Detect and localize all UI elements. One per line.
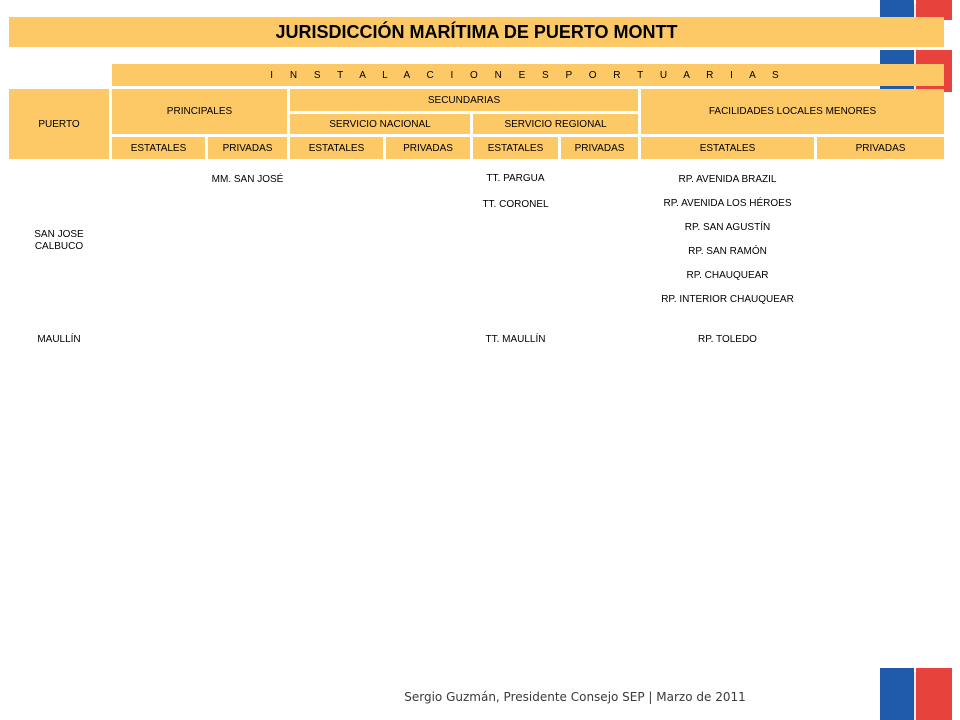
- subheader-regional-estatales: ESTATALES: [473, 137, 558, 159]
- principales-privadas-cell: MM. SAN JOSÉ: [211, 174, 284, 185]
- page-title: JURISDICCIÓN MARÍTIMA DE PUERTO MONTT: [9, 17, 944, 47]
- facilidades-estatales-cell: RP. INTERIOR CHAUQUEAR: [661, 294, 794, 305]
- facilidades-estatales-cell: RP. SAN AGUSTÍN: [684, 222, 771, 233]
- regional-estatales-cell: TT. PARGUA: [486, 173, 545, 184]
- header-secundarias: SECUNDARIAS: [290, 89, 638, 111]
- header-servicio-regional: SERVICIO REGIONAL: [473, 114, 638, 134]
- facilidades-estatales-cell: RP. AVENIDA BRAZIL: [678, 174, 777, 185]
- subheader-regional-privadas: PRIVADAS: [561, 137, 638, 159]
- header-facilidades: FACILIDADES LOCALES MENORES: [641, 89, 944, 134]
- footer-credit: Sergio Guzmán, Presidente Consejo SEP | Marzo de 2011: [404, 690, 746, 704]
- subheader-nacional-estatales: ESTATALES: [290, 137, 383, 159]
- facilidades-estatales-cell: RP. SAN RAMÓN: [688, 246, 767, 257]
- header-instalaciones: I N S T A L A C I O N E S P O R T U A R I A S: [112, 64, 944, 86]
- subheader-facilidades-privadas: PRIVADAS: [817, 137, 944, 159]
- facilidades-estatales-cell: RP. CHAUQUEAR: [686, 270, 769, 281]
- subheader-principales-estatales: ESTATALES: [112, 137, 205, 159]
- facilidades-estatales-cell: RP. AVENIDA LOS HÉROES: [663, 198, 792, 209]
- header-servicio-nacional: SERVICIO NACIONAL: [290, 114, 470, 134]
- subheader-nacional-privadas: PRIVADAS: [386, 137, 470, 159]
- flag-decoration-bottom: [880, 668, 952, 720]
- subheader-principales-privadas: PRIVADAS: [208, 137, 287, 159]
- header-puerto: PUERTO: [9, 89, 109, 159]
- regional-estatales-cell: TT. MAULLÍN: [485, 334, 546, 345]
- puerto-cell: SAN JOSE CALBUCO: [34, 229, 84, 252]
- regional-estatales-cell: TT. CORONEL: [482, 199, 549, 210]
- subheader-facilidades-estatales: ESTATALES: [641, 137, 814, 159]
- header-principales: PRINCIPALES: [112, 89, 287, 134]
- puerto-cell: MAULLÍN: [37, 334, 81, 345]
- facilidades-estatales-cell: RP. TOLEDO: [698, 334, 757, 345]
